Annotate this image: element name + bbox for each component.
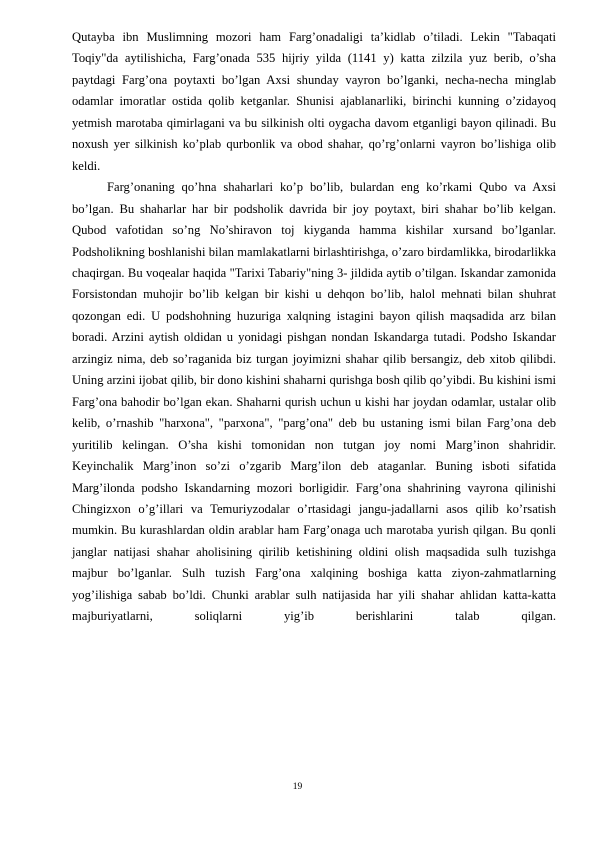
page-number: 19: [292, 782, 303, 792]
paragraph-fergana-cities: Farg’onaning qo’hna shaharlari ko’p bo’lib, bulardan eng ko’rkami Qubo va Axsi bo’lgan. Bu shaharlar har bir podsholik davrida bir joy poytaxt, biri shahar bo’lib kelgan. Qubod vafotidan so’ng No’shiravon toj kiyganda hamma kishilar xursand bo’lganlar. Podsholikning boshlanishi bilan mamlakatlarni birlashtirishga, o’zaro birdamlikka, birodarlikka chaqirgan. Bu voqealar haqida "Tarixi Tabariy"ning 3- jildida aytib o’tilgan. Iskandar zamonida Forsistondan muhojir bo’lib kelgan bir kishi u dehqon bo’lib, halol mehnati bilan shuhrat qozongan edi. U podshohning huzuriga xalqning istagini bayon qilish maqsadida arz bilan boradi. Arzini aytish oldidan u yonidagi pishgan nondan Iskandarga tutadi. Podsho Iskandar arzingiz nima, deb so’raganida biz turgan joyimizni shahar qilib bersangiz, deb xitob qilibdi. Uning arzini ijobat qilib, bir dono kishini shaharni qurishga bosh qilib qo’yibdi. Bu kishini ismi Farg’ona bahodir bo’lgan ekan. Shaharni qurish uchun u kishi har joydan odamlar, ustalar olib kelib, o’rnashib "harxona", "parxona", "parg’ona" deb bu ustaning ismi bilan Farg’ona deb yuritilib kelingan. O’sha kishi tomonidan non tutgan joy nomi Marg’inon shahridir. Keyinchalik Marg’inon so’zi o’zgarib Marg’ilon deb ataganlar. Buning isboti sifatida Marg’ilonda podsho Iskandarning mozori borligidir. Farg’ona shahrining vayrona qilinishi Chingizxon o’g’illari va Temuriyzodalar o’rtasidagi jangu-jadallarni asos qilib ko’rsatish mumkin. Bu kurashlardan oldin arablar ham Farg’onaga uch marotaba yurish qilgan. Bu qonli janglar natijasi shahar aholisining qirilib ketishining oldini olish maqsadida sulh tuzishga majbur bo’lganlar. Sulh tuzish Farg’ona xalqining boshiga katta ziyon-zahmatlarning yog’ilishiga sabab bo’ldi. Chunki arablar sulh natijasida har yili shahar ahlidan katta-katta majburiyatlarni, soliqlarni yig’ib berishlarini talab qilgan.: [72, 180, 556, 624]
document-page: [72, 27, 556, 628]
paragraph-qutayba-mausoleum: Qutayba ibn Muslimning mozori ham Farg’onadaligi ta’kidlab o’tiladi. Lekin "Tabaqati Toqiy"da aytilishicha, Farg’onada 535 hijriy yilda (1141 y) katta zilzila yuz berib, o’sha paytdagi Farg’ona poytaxti bo’lgan Axsi shunday vayron bo’lganki, necha-necha minglab odamlar imoratlar ostida qolib ketganlar. Shunisi ajablanarliki, birinchi kunning o’zidayoq yetmish marotaba qimirlagani va bu silkinish olti oygacha davom etganligi bayon qilinadi. Bu noxush yer silkinish ko’plab qurbonlik va obod shahar, qo’rg’onlarni vayron bo’lishiga olib keldi.: [72, 30, 556, 173]
